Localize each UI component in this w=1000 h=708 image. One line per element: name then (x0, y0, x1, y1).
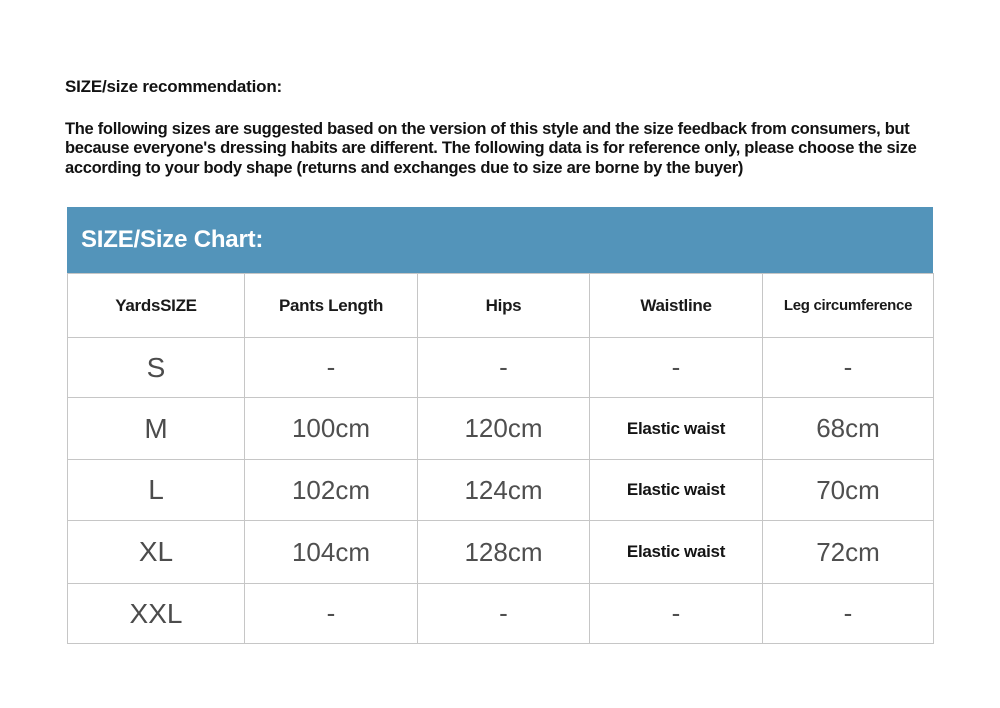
cell-l-leg-circumference: 70cm (763, 460, 934, 521)
cell-xxl-waistline: - (590, 584, 763, 644)
cell-s-size: S (68, 338, 245, 398)
cell-xxl-size: XXL (68, 584, 245, 644)
cell-s-leg-circumference: - (763, 338, 934, 398)
cell-s-waistline: - (590, 338, 763, 398)
column-header-pants-length: Pants Length (245, 274, 418, 338)
cell-l-size: L (68, 460, 245, 521)
cell-l-pants-length: 102cm (245, 460, 418, 521)
cell-l-waistline: Elastic waist (590, 460, 763, 521)
cell-xxl-hips: - (418, 584, 590, 644)
column-header-leg-circumference: Leg circumference (763, 274, 934, 338)
cell-xl-leg-circumference: 72cm (763, 521, 934, 584)
cell-l-hips: 124cm (418, 460, 590, 521)
cell-m-size: M (68, 398, 245, 460)
table-row-m (68, 398, 934, 460)
table-row-l (68, 460, 934, 521)
cell-xl-waistline: Elastic waist (590, 521, 763, 584)
cell-xl-hips: 128cm (418, 521, 590, 584)
table-row-xxl (68, 584, 934, 644)
cell-xxl-leg-circumference: - (763, 584, 934, 644)
cell-m-hips: 120cm (418, 398, 590, 460)
recommendation-body: The following sizes are suggested based on the version of this style and the size feedback from consumers, but because everyone's dressing habits are different. The following data is for reference only, please choose the size according to your body shape (returns and exchanges due to size are borne by the buyer) (65, 120, 917, 177)
table-row-s (68, 338, 934, 398)
table-row-xl (68, 521, 934, 584)
size-chart-banner-title: SIZE/Size Chart: (81, 226, 264, 253)
cell-m-pants-length: 100cm (245, 398, 418, 460)
table-header-row (68, 274, 934, 338)
cell-xl-pants-length: 104cm (245, 521, 418, 584)
size-chart-table (67, 273, 934, 644)
column-header-hips: Hips (418, 274, 590, 338)
recommendation-title: SIZE/size recommendation: (65, 77, 282, 96)
cell-xxl-pants-length: - (245, 584, 418, 644)
column-header-size: YardsSIZE (68, 274, 245, 338)
size-chart-banner (67, 207, 933, 273)
cell-m-leg-circumference: 68cm (763, 398, 934, 460)
cell-s-hips: - (418, 338, 590, 398)
column-header-waistline: Waistline (590, 274, 763, 338)
cell-m-waistline: Elastic waist (590, 398, 763, 460)
cell-s-pants-length: - (245, 338, 418, 398)
cell-xl-size: XL (68, 521, 245, 584)
